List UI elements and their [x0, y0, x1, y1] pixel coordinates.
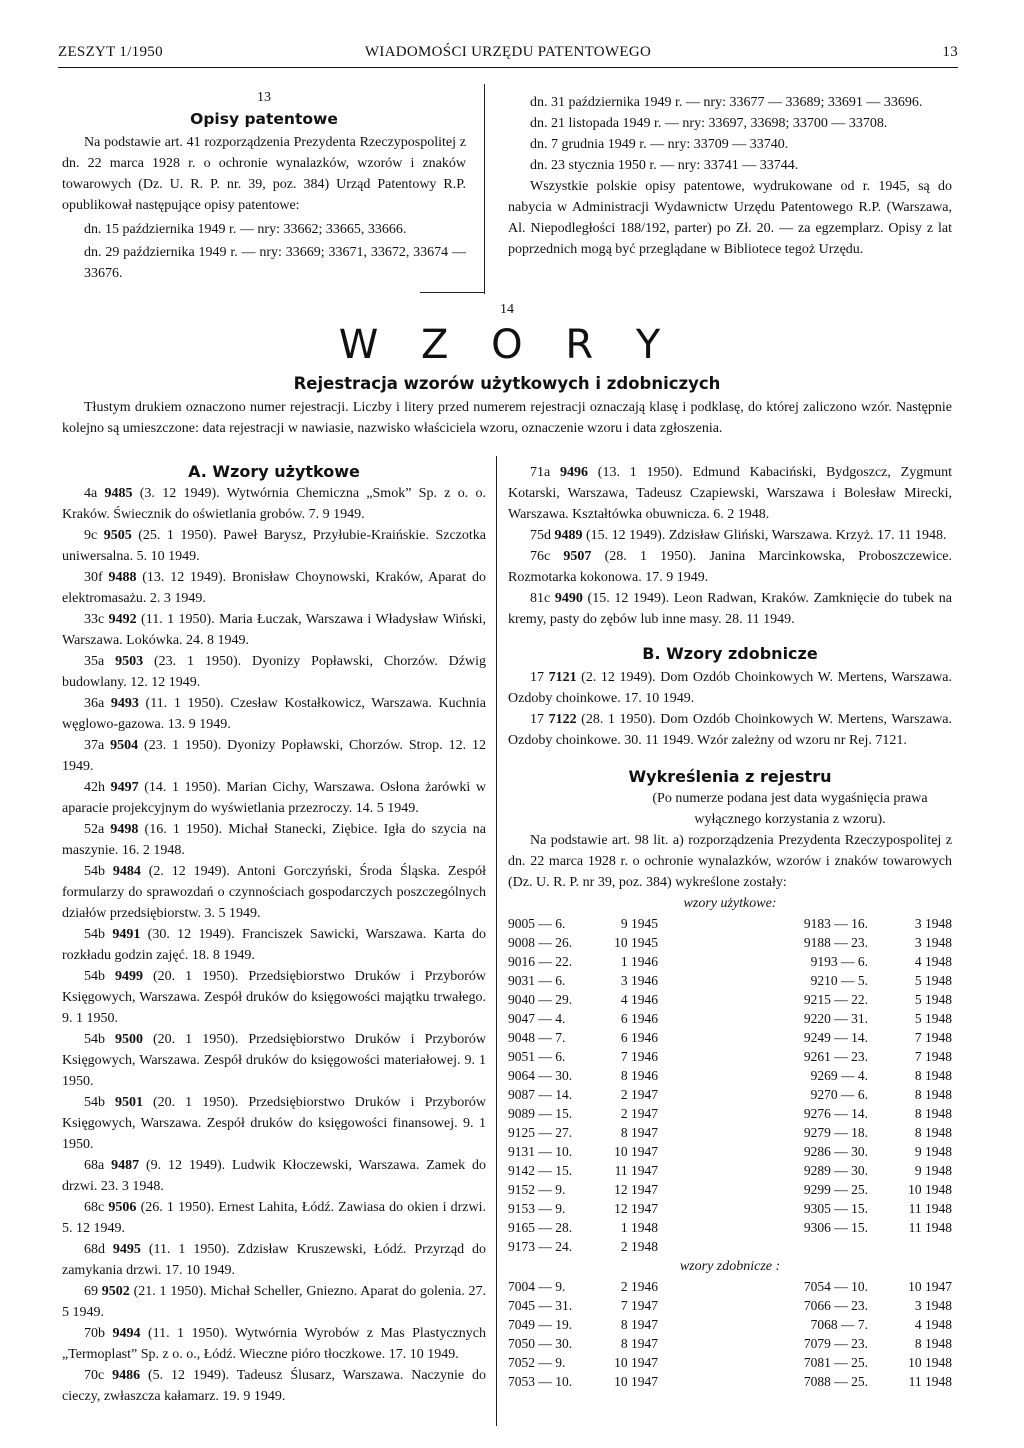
registration-entry — [62, 819, 486, 861]
table-cell: 9289 — 30. — [803, 1162, 868, 1178]
table-cell: 7 1948 — [914, 1048, 952, 1064]
section-number: 13 — [257, 90, 271, 105]
issue-label: ZESZYT 1/1950 — [58, 44, 163, 60]
entry-number: 9484 — [112, 864, 141, 879]
entry-text: (5. 12 1949). Tadeusz Ślusarz, Warszawa. Naczynie do cieczy, zwłaszcza kałamarz. 19. 9 1949. — [62, 1368, 486, 1404]
journal-title: WIADOMOŚCI URZĘDU PATENTOWEGO — [364, 44, 652, 60]
table-row — [508, 1009, 952, 1028]
table-row — [508, 952, 952, 971]
table-cell: 9051 — 6. — [508, 1048, 566, 1064]
wzory-subtitle: Rejestracja wzorów użytkowych i zdobniczych — [293, 374, 721, 393]
entry-number: 9489 — [554, 528, 583, 543]
registration-entry — [508, 546, 952, 588]
table-cell: 3 1948 — [914, 915, 952, 931]
table-row — [508, 1047, 952, 1066]
page-header — [58, 44, 958, 66]
table-row — [508, 933, 952, 952]
table-cell: 12 1947 — [614, 1181, 658, 1197]
entry-text: (11. 1 1950). Wytwórnia Wyrobów z Mas Plastycznych „Termoplast” Sp. z o. o., Łódź. Wieczne pióro tłoczkowe. 17. 10 1949. — [62, 1326, 486, 1362]
opisy-item: dn. 21 listopada 1949 r. — nry: 33697, 33698; 33700 — 33708. — [530, 116, 888, 131]
table-row — [508, 914, 952, 933]
registration-entry — [62, 693, 486, 735]
table-cell: 7081 — 25. — [803, 1354, 868, 1370]
registration-entry — [62, 777, 486, 819]
opisy-note: Wszystkie polskie opisy patentowe, wydrukowane od r. 1945, są do nabycia w Administracji Wydawnictw Urzędu Patentowego R.P. (Warszawa, Al. Niepodległości 188/192, parter) po Zł. 20. — za egzemplarz. Opisy z lat poprzednich mogą być przeglądane w Bibliotece tegoż Urzędu. — [508, 179, 952, 257]
uzytkowe-list-continued — [508, 462, 952, 630]
table-cell: 9276 — 14. — [803, 1105, 868, 1121]
table-cell: 9152 — 9. — [508, 1181, 566, 1197]
table-cell: 8 1948 — [914, 1067, 952, 1083]
table-cell: 9016 — 22. — [508, 953, 573, 969]
table-cell: 9305 — 15. — [803, 1200, 868, 1216]
table-row — [508, 1296, 952, 1315]
registration-entry — [62, 609, 486, 651]
entry-class: 54b — [84, 1095, 116, 1110]
table-row — [508, 1180, 952, 1199]
entry-class: 54b — [84, 927, 113, 942]
table-cell: 2 1946 — [620, 1278, 658, 1294]
section-number: 14 — [500, 302, 514, 317]
table-cell: 9008 — 26. — [508, 934, 573, 950]
table-row — [508, 1277, 952, 1296]
table-cell: 8 1948 — [914, 1086, 952, 1102]
table-cell: 10 1947 — [908, 1278, 952, 1294]
wzory-intro: Tłustym drukiem oznaczono numer rejestracji. Liczby i litery przed numerem rejestracji oznaczają klasę i podklasę, do której zaliczono wzór. Następnie kolejno są umieszczone: data rejestracji w nawiasie, nazwisko właściciela wzoru, oznaczenie wzoru i data zgłoszenia. — [62, 400, 952, 436]
entry-number: 9503 — [115, 654, 144, 669]
table-cell: 9048 — 7. — [508, 1029, 566, 1045]
table-cell: 2 1948 — [620, 1238, 658, 1254]
table-cell: 9 1945 — [620, 915, 658, 931]
entry-number: 9498 — [110, 822, 139, 837]
entry-number: 9492 — [108, 612, 137, 627]
table-cell: 7066 — 23. — [803, 1297, 868, 1313]
table-row — [508, 1142, 952, 1161]
entry-text: (30. 12 1949). Franciszek Sawicki, Warszawa. Karta do rozkładu godzin zajęć. 18. 8 1949. — [62, 927, 487, 963]
table-cell — [658, 1237, 868, 1256]
table-row — [508, 1315, 952, 1334]
table-row — [508, 1066, 952, 1085]
zdobnicze-title: B. Wzory zdobnicze — [642, 644, 818, 663]
table-cell: 8 1947 — [620, 1124, 658, 1140]
entry-number: 9486 — [112, 1368, 141, 1383]
table-cell: 2 1947 — [620, 1105, 658, 1121]
table-cell: 10 1947 — [614, 1373, 658, 1389]
table-cell: 9087 — 14. — [508, 1086, 573, 1102]
registration-entry — [508, 525, 952, 546]
table-cell: 7054 — 10. — [803, 1278, 868, 1294]
opisy-item: dn. 29 października 1949 r. — nry: 33669; 33671, 33672, 33674 — 33676. — [84, 245, 466, 281]
table-cell: 4 1948 — [914, 953, 952, 969]
entry-text: (20. 1 1950). Przedsiębiorstwo Druków i Przyborów Księgowych, Warszawa. Zespół druków do księgowości finansowej. 9. 1 1950. — [62, 1095, 487, 1152]
entry-class: 52a — [84, 822, 111, 837]
entry-class: 68a — [84, 1158, 112, 1173]
table-cell: 7 1948 — [914, 1029, 952, 1045]
table-cell: 8 1947 — [620, 1335, 658, 1351]
table-cell — [868, 1237, 952, 1256]
wykreslenia-intro: Na podstawie art. 98 lit. a) rozporządzenia Prezydenta Rzeczypospolitej z dn. 22 marca 1928 r. o ochronie wynalazków, wzorów i znaków towarowych (Dz. U. R. P. nr 39, poz. 384) wykreślone zostały: — [508, 833, 952, 890]
table-cell: 4 1948 — [914, 1316, 952, 1332]
entry-number: 9507 — [563, 549, 592, 564]
table-row — [508, 1104, 952, 1123]
entry-number: 9500 — [115, 1032, 144, 1047]
entry-text: (20. 1 1950). Przedsiębiorstwo Druków i Przyborów Księgowych, Warszawa. Zespół druków do księgowości materiałowej. 9. 1 1950. — [62, 1032, 487, 1089]
entry-class: 37a — [84, 738, 111, 753]
wzory-header — [62, 302, 952, 439]
entry-number: 7122 — [548, 712, 577, 727]
entry-number: 9491 — [112, 927, 141, 942]
table-cell: 7050 — 30. — [508, 1335, 573, 1351]
entry-class: 42h — [84, 780, 111, 795]
entry-text: (13. 12 1949). Bronisław Choynowski, Kraków, Aparat do elektromasażu. 2. 3 1949. — [62, 570, 486, 606]
table-cell: 9031 — 6. — [508, 972, 566, 988]
table-cell: 8 1947 — [620, 1316, 658, 1332]
table-cell: 9 1948 — [914, 1162, 952, 1178]
entry-class: 54b — [84, 864, 113, 879]
table-cell: 9064 — 30. — [508, 1067, 573, 1083]
entry-number: 9485 — [104, 486, 133, 501]
table-cell: 11 1948 — [908, 1200, 952, 1216]
table-row — [508, 1161, 952, 1180]
table-cell: 12 1947 — [614, 1200, 658, 1216]
entry-number: 9488 — [108, 570, 137, 585]
table-cell: 10 1947 — [614, 1143, 658, 1159]
entry-class: 69 — [84, 1284, 102, 1299]
wykreslenia-zdobnicze-table — [508, 1277, 952, 1391]
zdobnicze-heading: wzory zdobnicze : — [679, 1259, 781, 1274]
entry-number: 7121 — [548, 670, 577, 685]
entry-number: 9499 — [115, 969, 144, 984]
entry-number: 9501 — [115, 1095, 144, 1110]
table-cell: 9183 — 16. — [803, 915, 868, 931]
registration-entry — [508, 667, 952, 709]
registration-entry — [62, 861, 486, 924]
entry-text: (23. 1 1950). Dyonizy Popławski, Chorzów. Dźwig budowlany. 12. 12 1949. — [62, 654, 486, 690]
entry-text: (2. 12 1949). Antoni Gorczyński, Środa Śląska. Zespół formularzy do sprawozdań o czynnościach gospodarczych poszczególnych działów przedsiębiorstw. 3. 5 1949. — [62, 864, 487, 921]
table-row — [508, 1123, 952, 1142]
entry-text: (28. 1 1950). Dom Ozdób Choinkowych W. Mertens, Warszawa. Ozdoby choinkowe. 30. 11 1949. Wzór zależny od wzoru nr Rej. 7121. — [508, 712, 953, 748]
table-cell: 7053 — 10. — [508, 1373, 573, 1389]
entry-number: 9506 — [108, 1200, 137, 1215]
opisy-item: dn. 7 grudnia 1949 r. — nry: 33709 — 33740. — [530, 137, 789, 152]
table-cell: 6 1946 — [620, 1010, 658, 1026]
table-row — [508, 1237, 952, 1256]
entry-number: 9494 — [112, 1326, 141, 1341]
registration-entry — [62, 735, 486, 777]
entry-class: 54b — [84, 1032, 116, 1047]
registration-entry — [62, 1281, 486, 1323]
entry-class: 70b — [84, 1326, 113, 1341]
table-cell: 5 1948 — [914, 991, 952, 1007]
table-cell: 8 1948 — [914, 1335, 952, 1351]
entry-text: (25. 1 1950). Paweł Barysz, Przyłubie-Kraińskie. Szczotka uniwersalna. 5. 10 1949. — [62, 528, 486, 564]
entry-class: 17 — [530, 670, 549, 685]
entry-number: 9496 — [560, 465, 588, 480]
table-cell: 9131 — 10. — [508, 1143, 573, 1159]
entry-text: (9. 12 1949). Ludwik Kłoczewski, Warszawa. Zamek do drzwi. 23. 3 1948. — [62, 1158, 486, 1194]
table-cell: 9142 — 15. — [508, 1162, 573, 1178]
registration-entry — [62, 525, 486, 567]
table-cell: 9089 — 15. — [508, 1105, 573, 1121]
registration-entry — [62, 1029, 486, 1092]
entry-number: 9490 — [554, 591, 583, 606]
entry-class: 17 — [530, 712, 549, 727]
entry-class: 76c — [530, 549, 564, 564]
entry-text: (16. 1 1950). Michał Stanecki, Ziębice. Igła do szycia na maszynie. 16. 2 1948. — [62, 822, 486, 858]
table-cell: 5 1948 — [914, 1010, 952, 1026]
table-cell: 9188 — 23. — [803, 934, 868, 950]
table-row — [508, 1199, 952, 1218]
table-cell: 7004 — 9. — [508, 1278, 566, 1294]
entry-text: (11. 1 1950). Zdzisław Kruszewski, Łódź. Przyrząd do zamykania drzwi. 17. 10 1949. — [62, 1242, 486, 1278]
table-cell: 7 1947 — [620, 1297, 658, 1313]
table-cell: 9047 — 4. — [508, 1010, 566, 1026]
opisy-item: dn. 23 stycznia 1950 r. — nry: 33741 — 33744. — [530, 158, 799, 173]
uzytkowe-title: A. Wzory użytkowe — [188, 462, 360, 481]
entry-number: 9504 — [110, 738, 139, 753]
table-cell: 10 1947 — [614, 1354, 658, 1370]
entry-class: 68c — [84, 1200, 109, 1215]
opisy-intro: Na podstawie art. 41 rozporządzenia Prezydenta Rzeczypospolitej z dn. 22 marca 1928 r. o ochronie wynalazków, wzorów i znaków towarowych (Dz. U. R. P. nr. 39, poz. 384) Urząd Patentowy R.P. opublikował następujące opisy patentowe: — [62, 135, 466, 213]
entry-class: 68d — [84, 1242, 113, 1257]
table-cell: 7088 — 25. — [803, 1373, 868, 1389]
table-cell: 7 1946 — [620, 1048, 658, 1064]
table-cell: 9261 — 23. — [803, 1048, 868, 1064]
page-number: 13 — [942, 44, 958, 60]
table-cell: 7052 — 9. — [508, 1354, 566, 1370]
table-cell: 9125 — 27. — [508, 1124, 573, 1140]
registration-entry — [62, 1092, 486, 1155]
uzytkowe-section — [62, 462, 486, 1407]
entry-text: (13. 1 1950). Edmund Kabaciński, Bydgoszcz, Zygmunt Kotarski, Warszawa, Tadeusz Czapiewski, Warszawa i Bolesław Mirecki, Warszawa. Kształtówka obuwnicza. 6. 2 1948. — [508, 465, 952, 522]
wykreslenia-title: Wykreślenia z rejestru — [628, 767, 832, 786]
entry-text: (3. 12 1949). Wytwórnia Chemiczna „Smok” Sp. z o. o. Kraków. Świecznik do oświetlania grobów. 7. 9 1949. — [62, 486, 486, 522]
entry-class: 81c — [530, 591, 555, 606]
entry-class: 70c — [84, 1368, 113, 1383]
entry-text: (28. 1 1950). Janina Marcinkowska, Proboszczewice. Rozmotarka kokonowa. 17. 9 1949. — [508, 549, 952, 585]
table-cell: 7049 — 19. — [508, 1316, 573, 1332]
table-row — [508, 1334, 952, 1353]
table-cell: 10 1948 — [908, 1181, 952, 1197]
entry-number: 9493 — [110, 696, 139, 711]
table-row — [508, 990, 952, 1009]
wykreslenia-uzytkowe-table — [508, 914, 952, 1256]
table-cell: 7079 — 23. — [803, 1335, 868, 1351]
column-divider — [496, 456, 497, 1426]
entry-text: (21. 1 1950). Michał Scheller, Gniezno. Aparat do golenia. 27. 5 1949. — [62, 1284, 486, 1320]
table-row — [508, 1372, 952, 1391]
table-row — [508, 1218, 952, 1237]
entry-number: 9487 — [111, 1158, 140, 1173]
registration-entry — [62, 483, 486, 525]
registration-entry — [62, 651, 486, 693]
table-row — [508, 1353, 952, 1372]
registration-entry — [62, 966, 486, 1029]
entry-class: 75d — [530, 528, 555, 543]
entry-text: (23. 1 1950). Dyonizy Popławski, Chorzów. Strop. 12. 12 1949. — [62, 738, 486, 774]
entry-number: 9505 — [103, 528, 132, 543]
table-cell: 9165 — 28. — [508, 1219, 573, 1235]
table-cell: 5 1948 — [914, 972, 952, 988]
entry-text: (11. 1 1950). Maria Łuczak, Warszawa i Władysław Wiński, Warszawa. Lokówka. 24. 8 1949. — [62, 612, 486, 648]
entry-number: 9495 — [112, 1242, 141, 1257]
table-cell: 9005 — 6. — [508, 915, 566, 931]
opisy-right-column — [508, 92, 952, 260]
table-cell: 9299 — 25. — [803, 1181, 868, 1197]
registration-entry — [62, 1155, 486, 1197]
wykreslenia-note: (Po numerze podana jest data wygaśnięcia prawa wyłącznego korzystania z wzoru). — [652, 791, 928, 827]
entry-class: 4a — [84, 486, 105, 501]
registration-entry — [62, 924, 486, 966]
table-cell: 9 1948 — [914, 1143, 952, 1159]
table-cell: 11 1948 — [908, 1373, 952, 1389]
entry-class: 71a — [530, 465, 560, 480]
registration-entry — [508, 588, 952, 630]
section-rule — [420, 292, 484, 293]
entry-text: (15. 12 1949). Zdzisław Gliński, Warszawa. Krzyż. 17. 11 1948. — [582, 528, 947, 543]
table-cell: 9220 — 31. — [803, 1010, 868, 1026]
entry-class: 35a — [84, 654, 116, 669]
uzytkowe-list — [62, 483, 486, 1407]
table-cell: 1 1946 — [620, 953, 658, 969]
table-cell: 3 1948 — [914, 1297, 952, 1313]
column-divider — [484, 84, 485, 294]
table-row — [508, 1028, 952, 1047]
table-cell: 6 1946 — [620, 1029, 658, 1045]
table-cell: 9173 — 24. — [508, 1238, 573, 1254]
table-cell: 4 1946 — [620, 991, 658, 1007]
registration-entry — [62, 1323, 486, 1365]
opisy-item: dn. 15 października 1949 r. — nry: 33662; 33665, 33666. — [84, 222, 407, 237]
entry-text: (11. 1 1950). Czesław Kostałkowicz, Warszawa. Kuchnia węglowo-gazowa. 13. 9 1949. — [62, 696, 486, 732]
registration-entry — [62, 1365, 486, 1407]
entry-text: (20. 1 1950). Przedsiębiorstwo Druków i Przyborów Księgowych, Warszawa. Zespół druków do księgowości majątku trwałego. 9. 1 1950. — [62, 969, 487, 1026]
table-cell: 8 1948 — [914, 1105, 952, 1121]
table-cell: 9269 — 4. — [810, 1067, 868, 1083]
table-cell: 2 1947 — [620, 1086, 658, 1102]
table-cell: 9215 — 22. — [803, 991, 868, 1007]
table-row — [508, 1085, 952, 1104]
entry-class: 54b — [84, 969, 116, 984]
table-cell: 3 1946 — [620, 972, 658, 988]
entry-number: 9497 — [110, 780, 139, 795]
table-cell: 9193 — 6. — [810, 953, 868, 969]
table-row — [508, 971, 952, 990]
registration-entry — [62, 1197, 486, 1239]
entry-class: 30f — [84, 570, 109, 585]
header-rule — [58, 67, 958, 68]
table-cell: 10 1945 — [614, 934, 658, 950]
section-title: Opisy patentowe — [190, 110, 338, 128]
entry-text: (2. 12 1949). Dom Ozdób Choinkowych W. Mertens, Warszawa. Ozdoby choinkowe. 17. 10 1949. — [508, 670, 953, 706]
uzytkowe-heading: wzory użytkowe: — [683, 896, 777, 911]
registration-entry — [508, 462, 952, 525]
table-cell: 9249 — 14. — [803, 1029, 868, 1045]
table-cell: 8 1946 — [620, 1067, 658, 1083]
opisy-left-column — [62, 90, 466, 284]
table-cell: 9286 — 30. — [803, 1143, 868, 1159]
table-cell: 9279 — 18. — [803, 1124, 868, 1140]
right-column — [508, 462, 952, 1391]
table-cell: 9040 — 29. — [508, 991, 573, 1007]
table-cell: 3 1948 — [914, 934, 952, 950]
entry-text: (15. 12 1949). Leon Radwan, Kraków. Zamknięcie do tubek na kremy, pasty do zębów lub inne masy. 28. 11 1949. — [508, 591, 952, 627]
wzory-title: W Z O R Y — [338, 322, 676, 368]
table-cell: 11 1947 — [614, 1162, 658, 1178]
entry-class: 9c — [84, 528, 104, 543]
table-cell: 9270 — 6. — [810, 1086, 868, 1102]
table-cell: 10 1948 — [908, 1354, 952, 1370]
table-cell: 9210 — 5. — [810, 972, 868, 988]
entry-number: 9502 — [101, 1284, 130, 1299]
table-cell: 11 1948 — [908, 1219, 952, 1235]
entry-text: (14. 1 1950). Marian Cichy, Warszawa. Osłona żarówki w aparacie projekcyjnym do wyświetlania przezroczy. 14. 5 1949. — [62, 780, 486, 816]
table-cell: 8 1948 — [914, 1124, 952, 1140]
registration-entry — [62, 567, 486, 609]
registration-entry — [62, 1239, 486, 1281]
table-cell: 9306 — 15. — [803, 1219, 868, 1235]
table-cell: 7068 — 7. — [810, 1316, 868, 1332]
table-cell: 1 1948 — [620, 1219, 658, 1235]
entry-class: 36a — [84, 696, 111, 711]
table-cell: 7045 — 31. — [508, 1297, 573, 1313]
entry-text: (26. 1 1950). Ernest Lahita, Łódź. Zawiasa do okien i drzwi. 5. 12 1949. — [62, 1200, 487, 1236]
zdobnicze-list — [508, 667, 952, 751]
entry-class: 33c — [84, 612, 109, 627]
opisy-item: dn. 31 października 1949 r. — nry: 33677 — 33689; 33691 — 33696. — [530, 95, 923, 110]
table-cell: 9153 — 9. — [508, 1200, 566, 1216]
registration-entry — [508, 709, 952, 751]
